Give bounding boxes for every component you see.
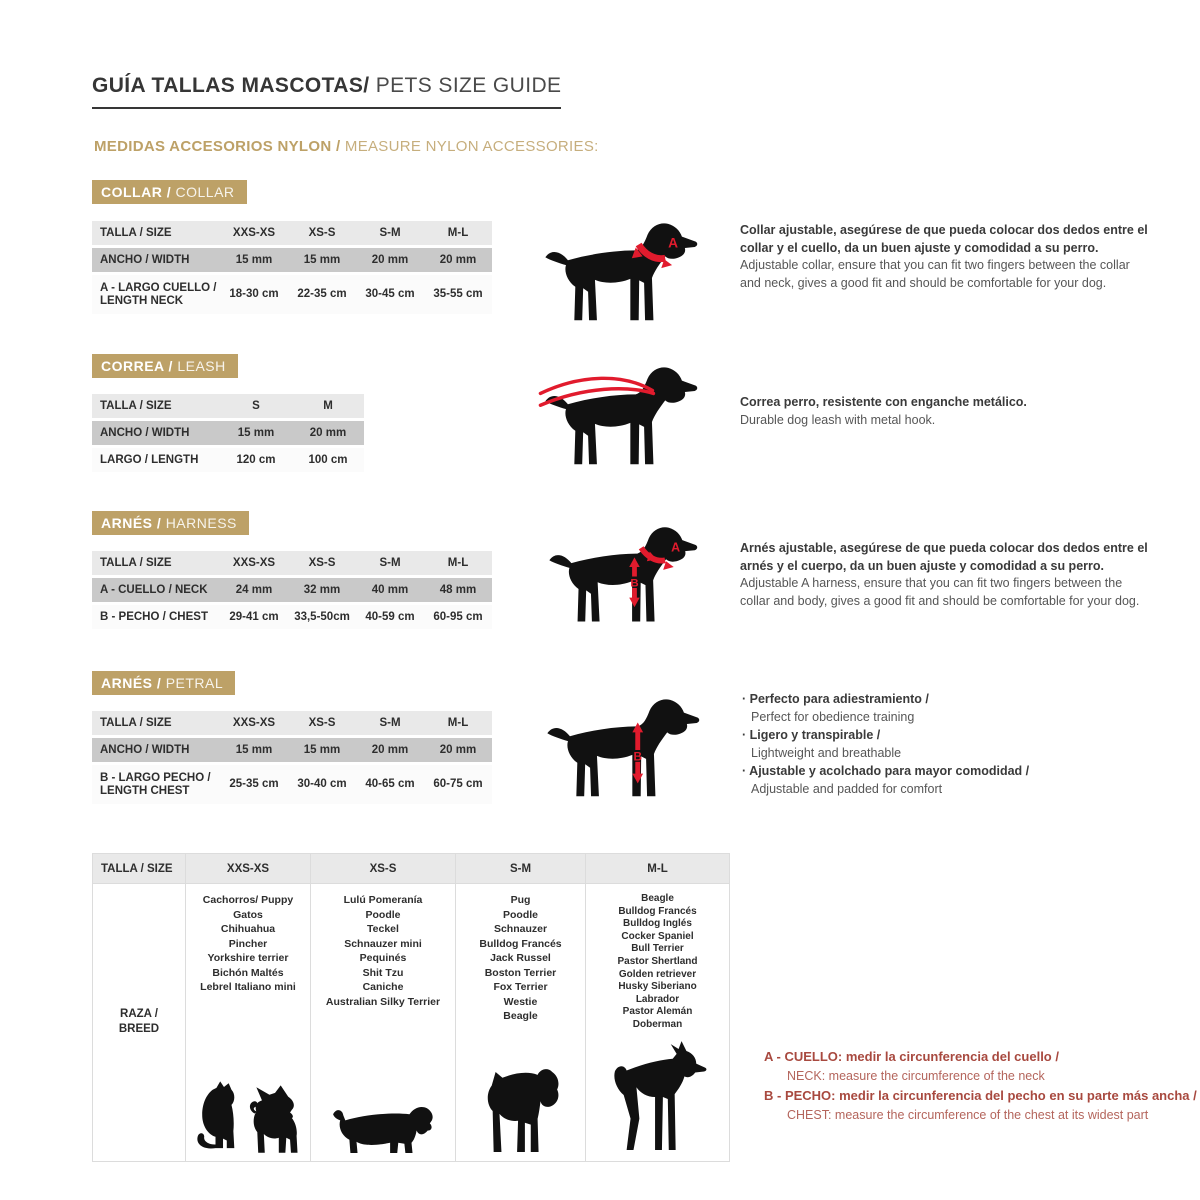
- page-subtitle-es: MEDIDAS ACCESORIOS NYLON /: [94, 138, 345, 155]
- collar-header-cell: M-L: [424, 218, 492, 245]
- silhouette-row: [479, 1066, 562, 1160]
- harness-dog-silhouette: [540, 522, 706, 632]
- breeds-raza-cell: [93, 884, 186, 1162]
- collar-size-table: [92, 218, 492, 314]
- petral-bullet-es: · Perfecto para adiestramiento /: [742, 690, 1162, 708]
- harness-section-badge: [92, 511, 249, 535]
- collar-header-cell: S-M: [356, 218, 424, 245]
- petral-bullet-en: Adjustable and padded for comfort: [751, 782, 943, 796]
- petral-bullet-es: · Ajustable y acolchado para mayor comodidad /: [742, 762, 1162, 780]
- leash-cell: 100 cm: [292, 445, 364, 472]
- petral-badge-es: ARNÉS /: [101, 675, 166, 691]
- petral-letter-b: B: [633, 750, 642, 764]
- breeds-header-cell: S-M: [456, 854, 586, 884]
- breeds-header-cell: XXS-XS: [186, 854, 311, 884]
- petral-header-cell: M-L: [424, 708, 492, 735]
- collar-header-cell: XS-S: [288, 218, 356, 245]
- breeds-header-cell: M-L: [586, 854, 730, 884]
- petral-cell: 30-40 cm: [288, 762, 356, 804]
- dachshund-silhouette-icon: [330, 1100, 437, 1156]
- harness-row-label: A - CUELLO / NECK: [92, 575, 220, 602]
- raza-breed-label: RAZA / BREED: [118, 1008, 160, 1035]
- harness-cell: 24 mm: [220, 575, 288, 602]
- harness-header-cell: M-L: [424, 548, 492, 575]
- petral-bullet: [742, 726, 1162, 762]
- leash-cell: 20 mm: [292, 418, 364, 445]
- leash-row-label: LARGO / LENGTH: [92, 445, 220, 472]
- harness-description: [740, 540, 1152, 610]
- collar-row-label: A - LARGO CUELLO / LENGTH NECK: [92, 272, 220, 314]
- petral-cell: 20 mm: [424, 735, 492, 762]
- petral-feature-list: [742, 690, 1162, 798]
- harness-cell: 40-59 cm: [356, 602, 424, 629]
- harness-cell: 32 mm: [288, 575, 356, 602]
- leash-header-cell: M: [292, 391, 364, 418]
- harness-row-label: B - PECHO / CHEST: [92, 602, 220, 629]
- breeds-header-cell: TALLA / SIZE: [93, 854, 186, 884]
- page-title-en: PETS SIZE GUIDE: [369, 74, 562, 97]
- petral-bullet: [742, 762, 1162, 798]
- petral-width-row: [92, 735, 492, 762]
- cat-silhouette-icon: [192, 1080, 239, 1156]
- breeds-cell-xxs-xs: [186, 884, 311, 1162]
- petral-row-label: ANCHO / WIDTH: [92, 735, 220, 762]
- harness-header-cell: XS-S: [288, 548, 356, 575]
- petral-bullet-es: · Ligero y transpirable /: [742, 726, 1162, 744]
- harness-cell: 48 mm: [424, 575, 492, 602]
- petral-header-cell: TALLA / SIZE: [92, 708, 220, 735]
- petral-cell: 15 mm: [288, 735, 356, 762]
- leash-size-table: [92, 391, 364, 472]
- petral-header-cell: XXS-XS: [220, 708, 288, 735]
- petral-table-header-row: [92, 708, 492, 735]
- petral-cell: 15 mm: [220, 735, 288, 762]
- leash-width-row: [92, 418, 364, 445]
- collar-table-header-row: [92, 218, 492, 245]
- harness-chest-row: [92, 602, 492, 629]
- harness-cell: 40 mm: [356, 575, 424, 602]
- harness-neck-row: [92, 575, 492, 602]
- harness-desc-es: Arnés ajustable, asegúrese de que pueda colocar dos dedos entre el arnés y el cuerpo, da un buen ajuste y comodidad a su perro.: [740, 541, 1148, 573]
- collar-dog-silhouette: [536, 218, 706, 331]
- petral-bullet-en: Perfect for obedience training: [751, 710, 915, 724]
- leash-cell: 120 cm: [220, 445, 292, 472]
- petral-cell: 20 mm: [356, 735, 424, 762]
- leash-section-badge: [92, 354, 238, 378]
- harness-badge-en: HARNESS: [165, 515, 237, 531]
- breeds-cell-s-m: [456, 884, 586, 1162]
- breeds-header-cell: XS-S: [311, 854, 456, 884]
- breed-list-xs-s: Lulú Pomeranía Poodle Teckel Schnauzer mini Pequinés Shit Tzu Caniche Australian Silky Terrier: [325, 894, 441, 1008]
- note-b-es: B - PECHO: medir la circunferencia del pecho en su parte más ancha /: [764, 1088, 1197, 1103]
- page-title: [92, 74, 561, 109]
- collar-desc-es: Collar ajustable, asegúrese de que pueda colocar dos dedos entre el collar y el cuello, da un buen ajuste y comodidad a su perro.: [740, 223, 1148, 255]
- harness-desc-en: Adjustable A harness, ensure that you can fit two fingers between the collar and body, gives a good fit and should be comfortable for your dog.: [740, 576, 1140, 608]
- petral-cell: 60-75 cm: [424, 762, 492, 804]
- note-a-en: NECK: measure the circumference of the neck: [787, 1068, 1045, 1083]
- harness-header-cell: S-M: [356, 548, 424, 575]
- leash-desc-es: Correa perro, resistente con enganche metálico.: [740, 395, 1027, 409]
- collar-badge-en: COLLAR: [175, 184, 235, 200]
- note-a-es: A - CUELLO: medir la circunferencia del cuello /: [764, 1049, 1059, 1064]
- harness-header-cell: TALLA / SIZE: [92, 548, 220, 575]
- petral-bullet: [742, 690, 1162, 726]
- doberman-silhouette-icon: [608, 1040, 708, 1156]
- leash-header-cell: S: [220, 391, 292, 418]
- leash-dog-silhouette: [536, 362, 706, 475]
- silhouette-row: [608, 1040, 708, 1160]
- petral-bullet-en: Lightweight and breathable: [751, 746, 902, 760]
- leash-badge-es: CORREA /: [101, 358, 178, 374]
- breeds-body-row: [93, 884, 730, 1162]
- collar-cell: 22-35 cm: [288, 272, 356, 314]
- collar-desc-en: Adjustable collar, ensure that you can fit two fingers between the collar and neck, gives a good fit and should be comfortable for your dog.: [740, 258, 1130, 290]
- collar-section-badge: [92, 180, 247, 204]
- leash-header-cell: TALLA / SIZE: [92, 391, 220, 418]
- breeds-table: [92, 853, 730, 1162]
- collar-cell: 30-45 cm: [356, 272, 424, 314]
- petral-size-table: [92, 708, 492, 804]
- breeds-cell-m-l: [586, 884, 730, 1162]
- page-subtitle-en: MEASURE NYLON ACCESSORIES:: [344, 138, 599, 155]
- harness-badge-es: ARNÉS /: [101, 515, 166, 531]
- breeds-cell-xs-s: [311, 884, 456, 1162]
- collar-header-cell: XXS-XS: [220, 218, 288, 245]
- collar-neck-row: [92, 272, 492, 314]
- leash-description: [740, 394, 1152, 429]
- harness-letter-a: A: [671, 540, 681, 555]
- collar-badge-es: COLLAR /: [101, 184, 176, 200]
- petral-cell: 25-35 cm: [220, 762, 288, 804]
- leash-cell: 15 mm: [220, 418, 292, 445]
- measurement-notes: [764, 1047, 1200, 1125]
- collar-width-row: [92, 245, 492, 272]
- collar-cell: 20 mm: [424, 245, 492, 272]
- petral-badge-en: PETRAL: [165, 675, 224, 691]
- petral-header-cell: S-M: [356, 708, 424, 735]
- harness-cell: 33,5-50cm: [288, 602, 356, 629]
- silhouette-row: [330, 1100, 437, 1160]
- collar-cell: 15 mm: [288, 245, 356, 272]
- harness-header-cell: XXS-XS: [220, 548, 288, 575]
- page-subtitle: [94, 138, 599, 155]
- harness-cell: 29-41 cm: [220, 602, 288, 629]
- harness-cell: 60-95 cm: [424, 602, 492, 629]
- harness-size-table: [92, 548, 492, 629]
- leash-table-header-row: [92, 391, 364, 418]
- chihuahua-silhouette-icon: [247, 1084, 305, 1156]
- breed-list-m-l: Beagle Bulldog Francés Bulldog Inglés Cocker Spaniel Bull Terrier Pastor Shertland Golden retriever Husky Siberiano Labrador Pastor Alemán Doberman: [617, 893, 698, 1030]
- breed-list-s-m: Pug Poodle Schnauzer Bulldog Francés Jack Russel Boston Terrier Fox Terrier Westie Beagle: [479, 894, 562, 1022]
- note-b-en: CHEST: measure the circumference of the chest at its widest part: [787, 1107, 1149, 1122]
- petral-chest-row: [92, 762, 492, 804]
- page-title-es: GUÍA TALLAS MASCOTAS/: [92, 74, 370, 97]
- petral-dog-silhouette: [538, 694, 708, 807]
- collar-letter-a: A: [668, 235, 679, 251]
- petral-cell: 40-65 cm: [356, 762, 424, 804]
- collar-cell: 15 mm: [220, 245, 288, 272]
- collar-row-label: ANCHO / WIDTH: [92, 245, 220, 272]
- collar-cell: 18-30 cm: [220, 272, 288, 314]
- petral-section-badge: [92, 671, 235, 695]
- schnauzer-silhouette-icon: [479, 1066, 562, 1156]
- leash-row-label: ANCHO / WIDTH: [92, 418, 220, 445]
- harness-letter-b: B: [630, 577, 639, 590]
- breeds-header-row: [93, 854, 730, 884]
- leash-length-row: [92, 445, 364, 472]
- collar-header-cell: TALLA / SIZE: [92, 218, 220, 245]
- collar-description: [740, 222, 1152, 292]
- silhouette-row: [192, 1080, 305, 1160]
- leash-badge-en: LEASH: [177, 358, 226, 374]
- leash-desc-en: Durable dog leash with metal hook.: [740, 412, 936, 427]
- harness-table-header-row: [92, 548, 492, 575]
- collar-cell: 35-55 cm: [424, 272, 492, 314]
- petral-row-label: B - LARGO PECHO / LENGTH CHEST: [92, 762, 220, 804]
- breed-list-xxs-xs: Cachorros/ Puppy Gatos Chihuahua Pincher Yorkshire terrier Bichón Maltés Lebrel Italiano mini: [200, 894, 296, 993]
- collar-cell: 20 mm: [356, 245, 424, 272]
- petral-header-cell: XS-S: [288, 708, 356, 735]
